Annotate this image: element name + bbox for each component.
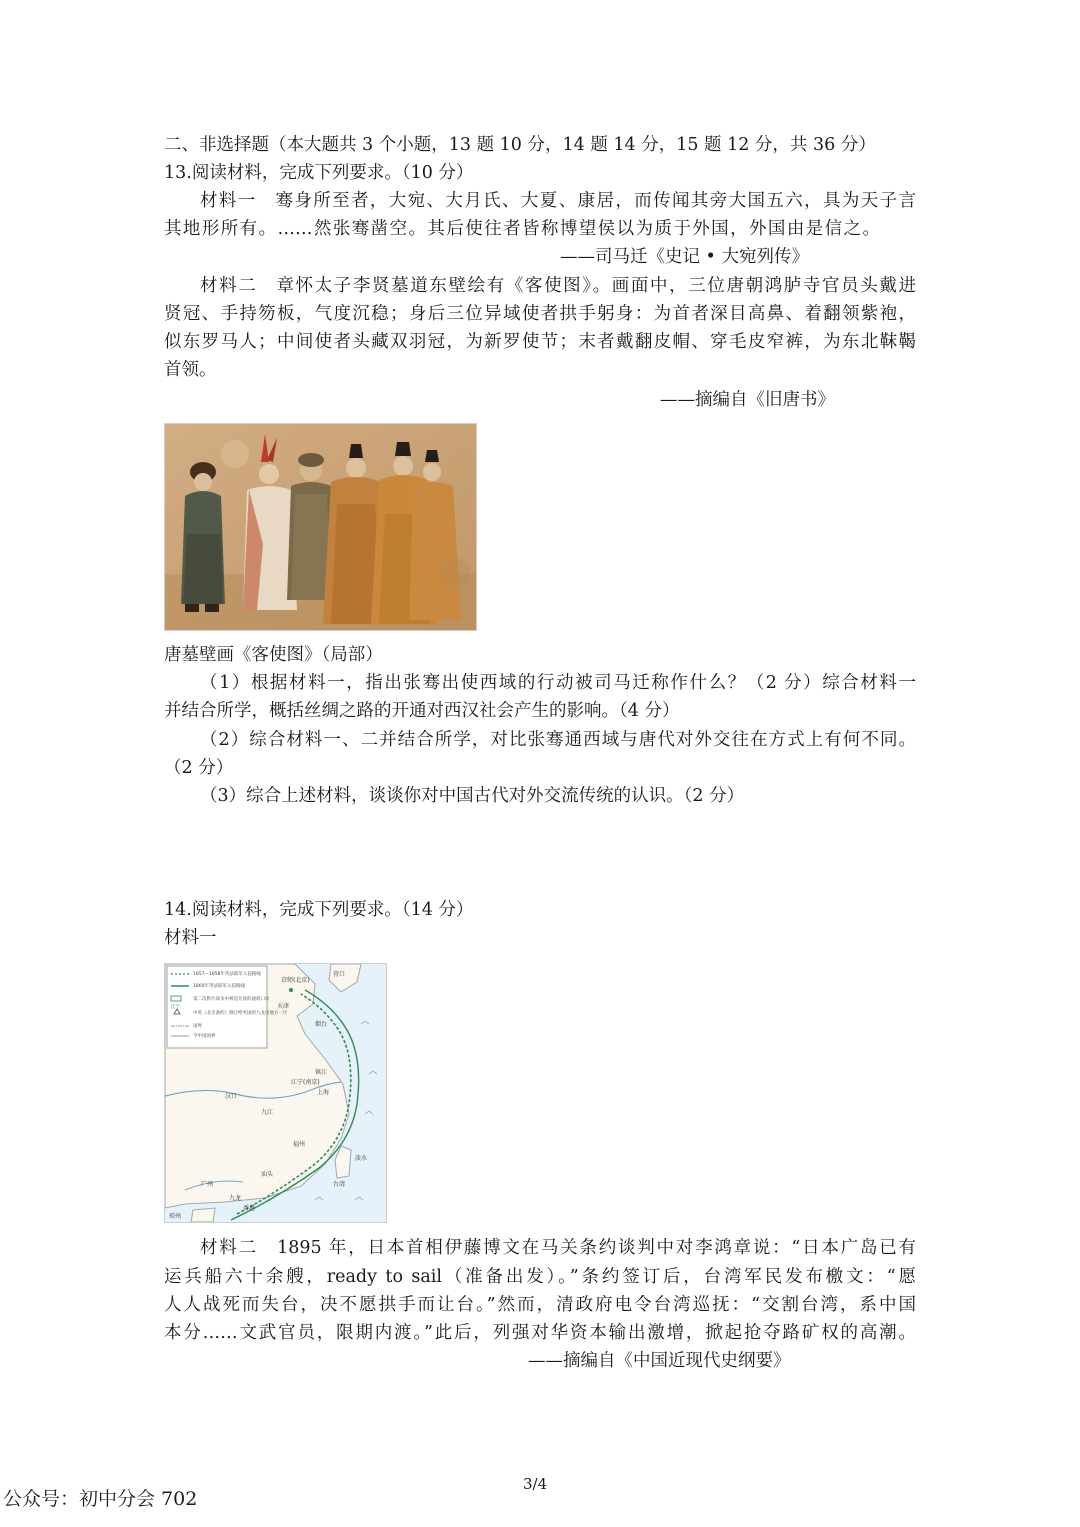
q13-sub3-line1: （3）综合上述材料，谈谈你对中国古代对外交流传统的认识。（2 分） <box>200 786 745 806</box>
q14-material2-line1: 材料二 1895 年，日本首相伊藤博文在马关条约谈判中对李鸿章说：“日本广岛已有 <box>200 1238 916 1258</box>
map-place-yantai: 烟台 <box>315 1021 328 1028</box>
map-legend-3: 第二次鸦片战争中被迫开放的通商口岸 <box>193 997 270 1002</box>
map-place-qiongzhou: 琼州 <box>169 1213 182 1220</box>
q13-material2-line4: 首领。 <box>164 360 217 380</box>
q13-sub1-line1: （1）根据材料一，指出张骞出使西域的行动被司马迁称作什么？（2 分）综合材料一 <box>200 673 916 693</box>
map-legend-1: 1857—1858年英法联军入侵路线 <box>193 972 261 977</box>
q14-material2-source: ——摘编自《中国近现代史纲要》 <box>528 1351 791 1371</box>
q13-material1-line1: 材料一 骞身所至者，大宛、大月氏、大夏、康居，而传闻其旁大国五六，具为天子言 <box>200 191 916 211</box>
map-legend-short-1: 江宁 <box>171 1005 180 1010</box>
q13-sub2-line2: （2 分） <box>164 758 234 778</box>
map-legend-5: 国界 <box>193 1024 202 1029</box>
map-place-yingkou: 营口 <box>333 971 346 978</box>
q14-material2-line2: 运兵船六十余艘，ready to sail（准备出发）。”条约签订后，台湾军民发布檄文：“愿 <box>164 1267 916 1287</box>
q13-material1-line2: 其地形所有。……然张骞凿空。其后使往者皆称博望侯以为质于外国，外国由是信之。 <box>164 219 880 239</box>
q13-material1-source: ——司马迁《史记 • 大宛列传》 <box>560 247 809 267</box>
map-place-shantou: 汕头 <box>261 1171 274 1178</box>
map-place-danshui: 淡水 <box>355 1155 368 1162</box>
map-place-jiulong: 九龙 <box>229 1195 242 1202</box>
q14-material2-line4: 本分……文武官员，限期内渡。”此后，列强对华资本输出激增，掀起抢夺路矿权的高潮。 <box>164 1323 916 1343</box>
q13-material2-line2: 贤冠、手持笏板，气度沉稳；身后三位异域使者拱手躬身：为首者深目高鼻、着翻领紫袍， <box>164 304 916 324</box>
q13-material2-source: ——摘编自《旧唐书》 <box>660 390 835 410</box>
footer-watermark-text: 公众号：初中分会 702 <box>3 1488 198 1510</box>
map-place-jiangning: 江宁(南京) <box>291 1079 320 1086</box>
map-legend-4: 中英《北京条约》割让给英国的九龙司地方一区 <box>193 1011 288 1016</box>
q14-title: 14.阅读材料，完成下列要求。（14 分） <box>164 900 474 920</box>
map-legend-6: 今中国国界 <box>193 1034 216 1039</box>
section-heading: 二、非选择题（本大题共 3 个小题，13 题 10 分，14 题 14 分，15 题 12 分，共 36 分） <box>164 135 876 155</box>
map-place-hankou: 汉口 <box>225 1093 238 1100</box>
q14-material2-line3: 人人战死而失台，决不愿拱手而让台。”然而，清政府电令台湾巡抚：“交割台湾，系中国 <box>164 1295 916 1315</box>
map-place-guangzhou: 广州 <box>201 1181 214 1188</box>
map-place-taiwan: 台湾 <box>333 1181 346 1188</box>
map-image <box>164 963 387 1223</box>
second-opium-war-map <box>165 964 386 1222</box>
map-legend-2: 1860年英法联军入侵路线 <box>193 984 245 989</box>
q13-material2-line3: 似东罗马人；中间使者头藏双羽冠，为新罗使节；末者戴翻皮帽、穿毛皮窄裤，为东北靺鞨 <box>164 332 916 352</box>
map-place-fuzhou: 福州 <box>293 1141 306 1148</box>
map-place-tianjin: 天津 <box>277 1003 290 1010</box>
map-place-jiujiang: 九江 <box>261 1109 274 1116</box>
mural-caption: 唐墓壁画《客使图》（局部） <box>164 645 383 665</box>
q13-material2-line1: 材料二 章怀太子李贤墓道东壁绘有《客使图》。画面中，三位唐朝鸿胪寺官员头戴进 <box>200 276 916 296</box>
map-place-zhenjiang: 镇江 <box>315 1069 328 1076</box>
q14-material1-label: 材料一 <box>164 928 217 948</box>
q13-title: 13.阅读材料，完成下列要求。（10 分） <box>164 163 474 183</box>
mural-illustration <box>165 424 476 630</box>
mural-image <box>164 423 477 631</box>
page-number: 3/4 <box>523 1475 548 1493</box>
map-place-beijing: 京师(北京) <box>281 977 310 984</box>
map-place-shanghai: 上海 <box>317 1089 330 1096</box>
map-place-hongkong: 香港 <box>243 1205 256 1212</box>
q13-sub2-line1: （2）综合材料一、二并结合所学，对比张骞通西域与唐代对外交往在方式上有何不同。 <box>200 730 916 750</box>
q13-sub1-line2: 并结合所学，概括丝绸之路的开通对西汉社会产生的影响。（4 分） <box>164 701 680 721</box>
